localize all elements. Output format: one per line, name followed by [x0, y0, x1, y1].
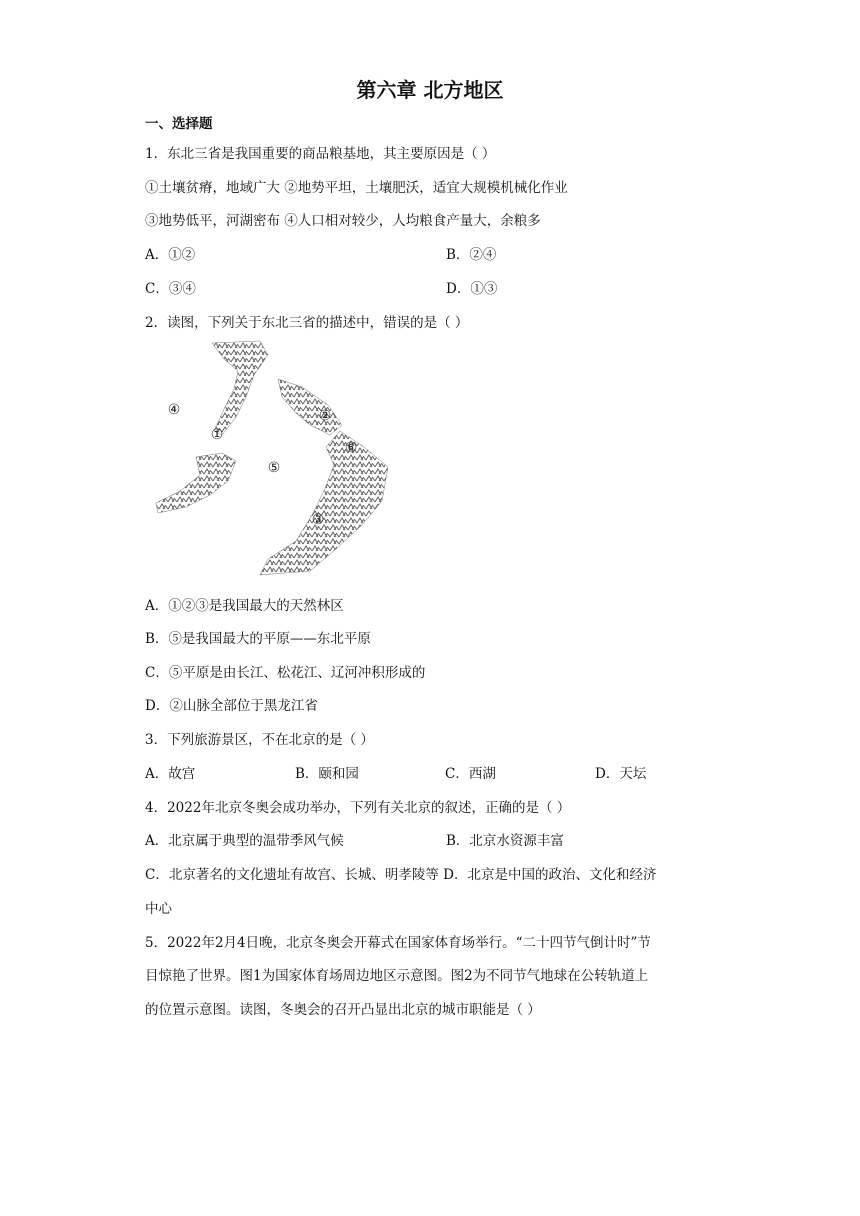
q2-option-a[interactable]: A．①②③是我国最大的天然林区: [145, 598, 344, 614]
q2-option-c[interactable]: C．⑤平原是由长江、松花江、辽河冲积形成的: [145, 665, 426, 681]
q4-option-a[interactable]: A．北京属于典型的温带季风气候: [145, 833, 344, 849]
q3-option-d[interactable]: D．天坛: [595, 766, 647, 782]
q5-stem-line-2: 目惊艳了世界。图1为国家体育场周边地区示意图。图2为不同节气地球在公转轨道上: [145, 968, 649, 984]
q1-statement-1: ①土壤贫瘠，地域广大 ②地势平坦，土壤肥沃，适宜大规模机械化作业: [145, 180, 568, 196]
q4-option-d-continued: 中心: [145, 901, 172, 917]
map-label-1: ①: [210, 427, 224, 443]
q2-stem: 2．读图，下列关于东北三省的描述中，错误的是（ ）: [145, 315, 469, 331]
map-label-2: ②: [318, 408, 332, 424]
map-label-6: ⑥: [344, 440, 358, 456]
q3-option-a[interactable]: A．故宫: [145, 766, 196, 782]
map-label-3: ③: [311, 512, 325, 528]
q4-option-b[interactable]: B．北京水资源丰富: [446, 833, 564, 849]
q4-stem: 4．2022年北京冬奥会成功举办，下列有关北京的叙述，正确的是（ ）: [145, 800, 571, 816]
q1-option-b[interactable]: B．②④: [446, 247, 497, 263]
northeast-map-figure: [150, 335, 395, 580]
q1-option-c[interactable]: C．③④: [145, 281, 196, 297]
q5-stem-line-1: 5．2022年2月4日晚，北京冬奥会开幕式在国家体育场举行。“二十四节气倒计时”节: [145, 935, 651, 951]
map-label-5: ⑤: [267, 460, 281, 476]
mountain-range-3: [260, 431, 388, 575]
mountain-range-1: [212, 341, 268, 435]
map-label-4: ④: [167, 402, 181, 418]
page-title: 第六章 北方地区: [356, 78, 504, 102]
q1-stem: 1．东北三省是我国重要的商品粮基地，其主要原因是（ ）: [145, 146, 496, 162]
q1-option-d[interactable]: D．①③: [446, 281, 498, 297]
q3-option-b[interactable]: B．颐和园: [295, 766, 359, 782]
q1-option-a[interactable]: A．①②: [145, 247, 196, 263]
q3-stem: 3．下列旅游景区，不在北京的是（ ）: [145, 732, 374, 748]
q3-option-c[interactable]: C．西湖: [445, 766, 496, 782]
q1-statement-2: ③地势低平，河湖密布 ④人口相对较少，人均粮食产量大，余粮多: [145, 213, 541, 229]
mountain-range-2: [278, 379, 342, 435]
q2-option-b[interactable]: B．⑤是我国最大的平原——东北平原: [145, 631, 371, 647]
section-heading: 一、选择题: [145, 116, 213, 132]
mountain-range-left-lower: [156, 453, 236, 513]
q5-stem-line-3: 的位置示意图。读图，冬奥会的召开凸显出北京的城市职能是（ ）: [145, 1002, 541, 1018]
q2-option-d[interactable]: D．②山脉全部位于黑龙江省: [145, 698, 318, 714]
q4-option-c-d[interactable]: C．北京著名的文化遗址有故宫、长城、明孝陵等 D．北京是中国的政治、文化和经济: [145, 867, 657, 883]
